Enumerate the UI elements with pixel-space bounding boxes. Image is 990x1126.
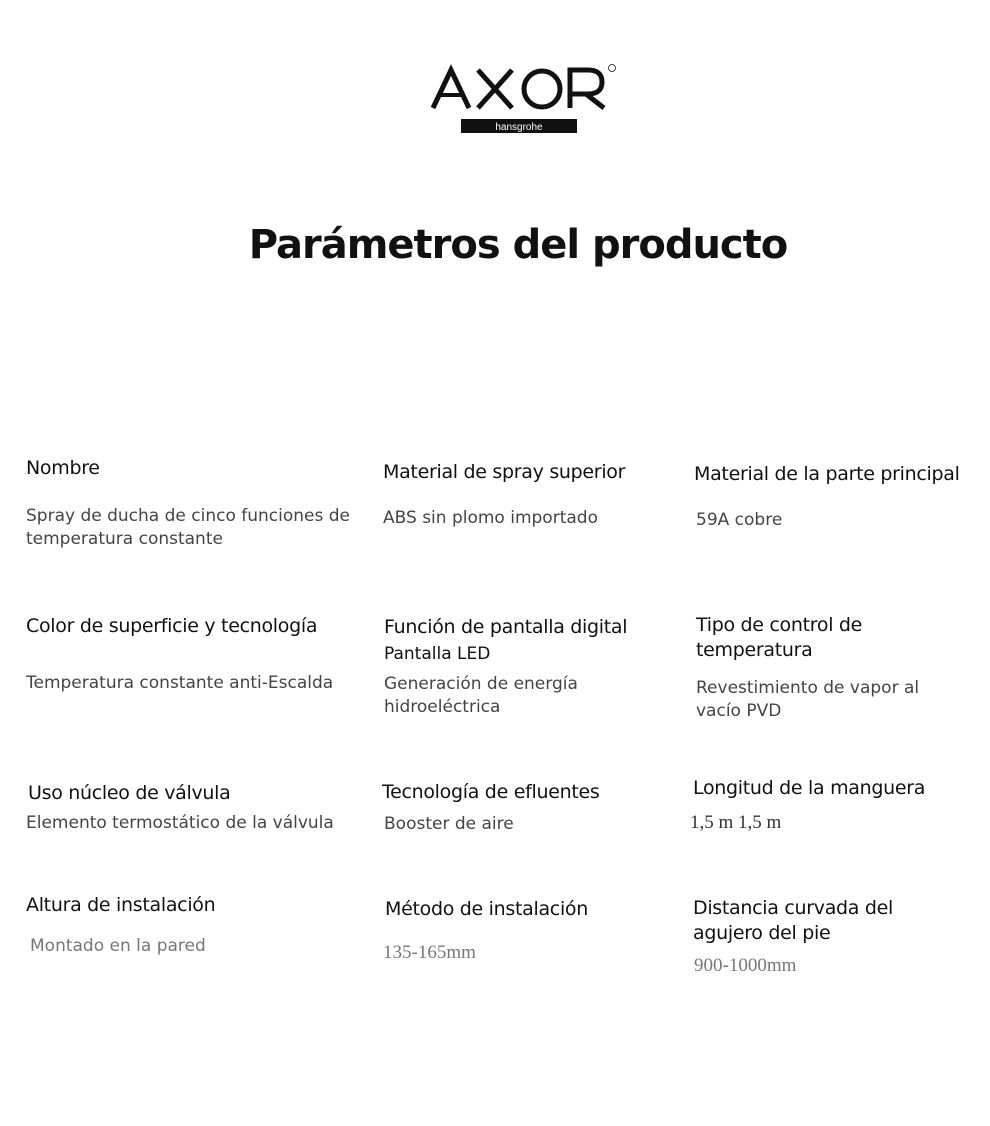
param-label: Función de pantalla digital <box>384 616 628 638</box>
axor-logo-mark <box>430 62 620 136</box>
param-value: Temperatura constante anti-Escalda <box>26 673 334 693</box>
param-altura-instalacion <box>26 893 366 958</box>
param-value: 59A cobre <box>696 510 783 530</box>
param-label: Tecnología de efluentes <box>382 781 600 803</box>
param-label: Longitud de la manguera <box>693 777 926 799</box>
param-label: Color de superficie y tecnología <box>26 615 318 637</box>
param-pantalla-digital <box>384 615 674 719</box>
param-label: Uso núcleo de válvula <box>28 782 231 804</box>
param-label: Distancia curvada del agujero del pie <box>693 897 894 944</box>
param-color-superficie <box>26 614 371 695</box>
param-distancia-agujero <box>693 896 933 977</box>
param-value: 900-1000mm <box>694 955 797 976</box>
axor-logo <box>430 62 620 136</box>
param-value: 1,5 m 1,5 m <box>690 812 782 833</box>
param-value: Montado en la pared <box>30 936 206 956</box>
param-label: Método de instalación <box>385 898 588 920</box>
param-material-spray <box>383 460 683 530</box>
param-value: Booster de aire <box>384 814 514 834</box>
param-sub: Pantalla LED <box>384 644 491 664</box>
param-nombre <box>26 456 366 551</box>
param-label: Altura de instalación <box>26 894 216 916</box>
param-value: Spray de ducha de cinco funciones de temperatura constante <box>26 506 351 549</box>
param-control-temperatura <box>696 613 926 723</box>
param-metodo-instalacion <box>385 897 685 964</box>
param-label: Material de la parte principal <box>694 463 960 485</box>
param-label: Tipo de control de temperatura <box>696 614 863 661</box>
param-longitud-manguera <box>690 776 990 834</box>
brand-sub-text: hansgrohe <box>495 122 543 133</box>
param-value: Revestimiento de vapor al vacío PVD <box>696 678 920 721</box>
param-tecnologia-efluentes <box>382 780 682 836</box>
param-nucleo-valvula <box>28 781 373 835</box>
param-material-principal <box>694 462 990 532</box>
param-value: Generación de energía hidroeléctrica <box>384 674 578 717</box>
param-value: Elemento termostático de la válvula <box>26 813 334 833</box>
page-title: Parámetros del producto <box>248 222 788 268</box>
param-label: Nombre <box>26 457 100 479</box>
param-value: 135-165mm <box>383 942 476 963</box>
param-value: ABS sin plomo importado <box>383 508 598 528</box>
param-label: Material de spray superior <box>383 461 626 483</box>
